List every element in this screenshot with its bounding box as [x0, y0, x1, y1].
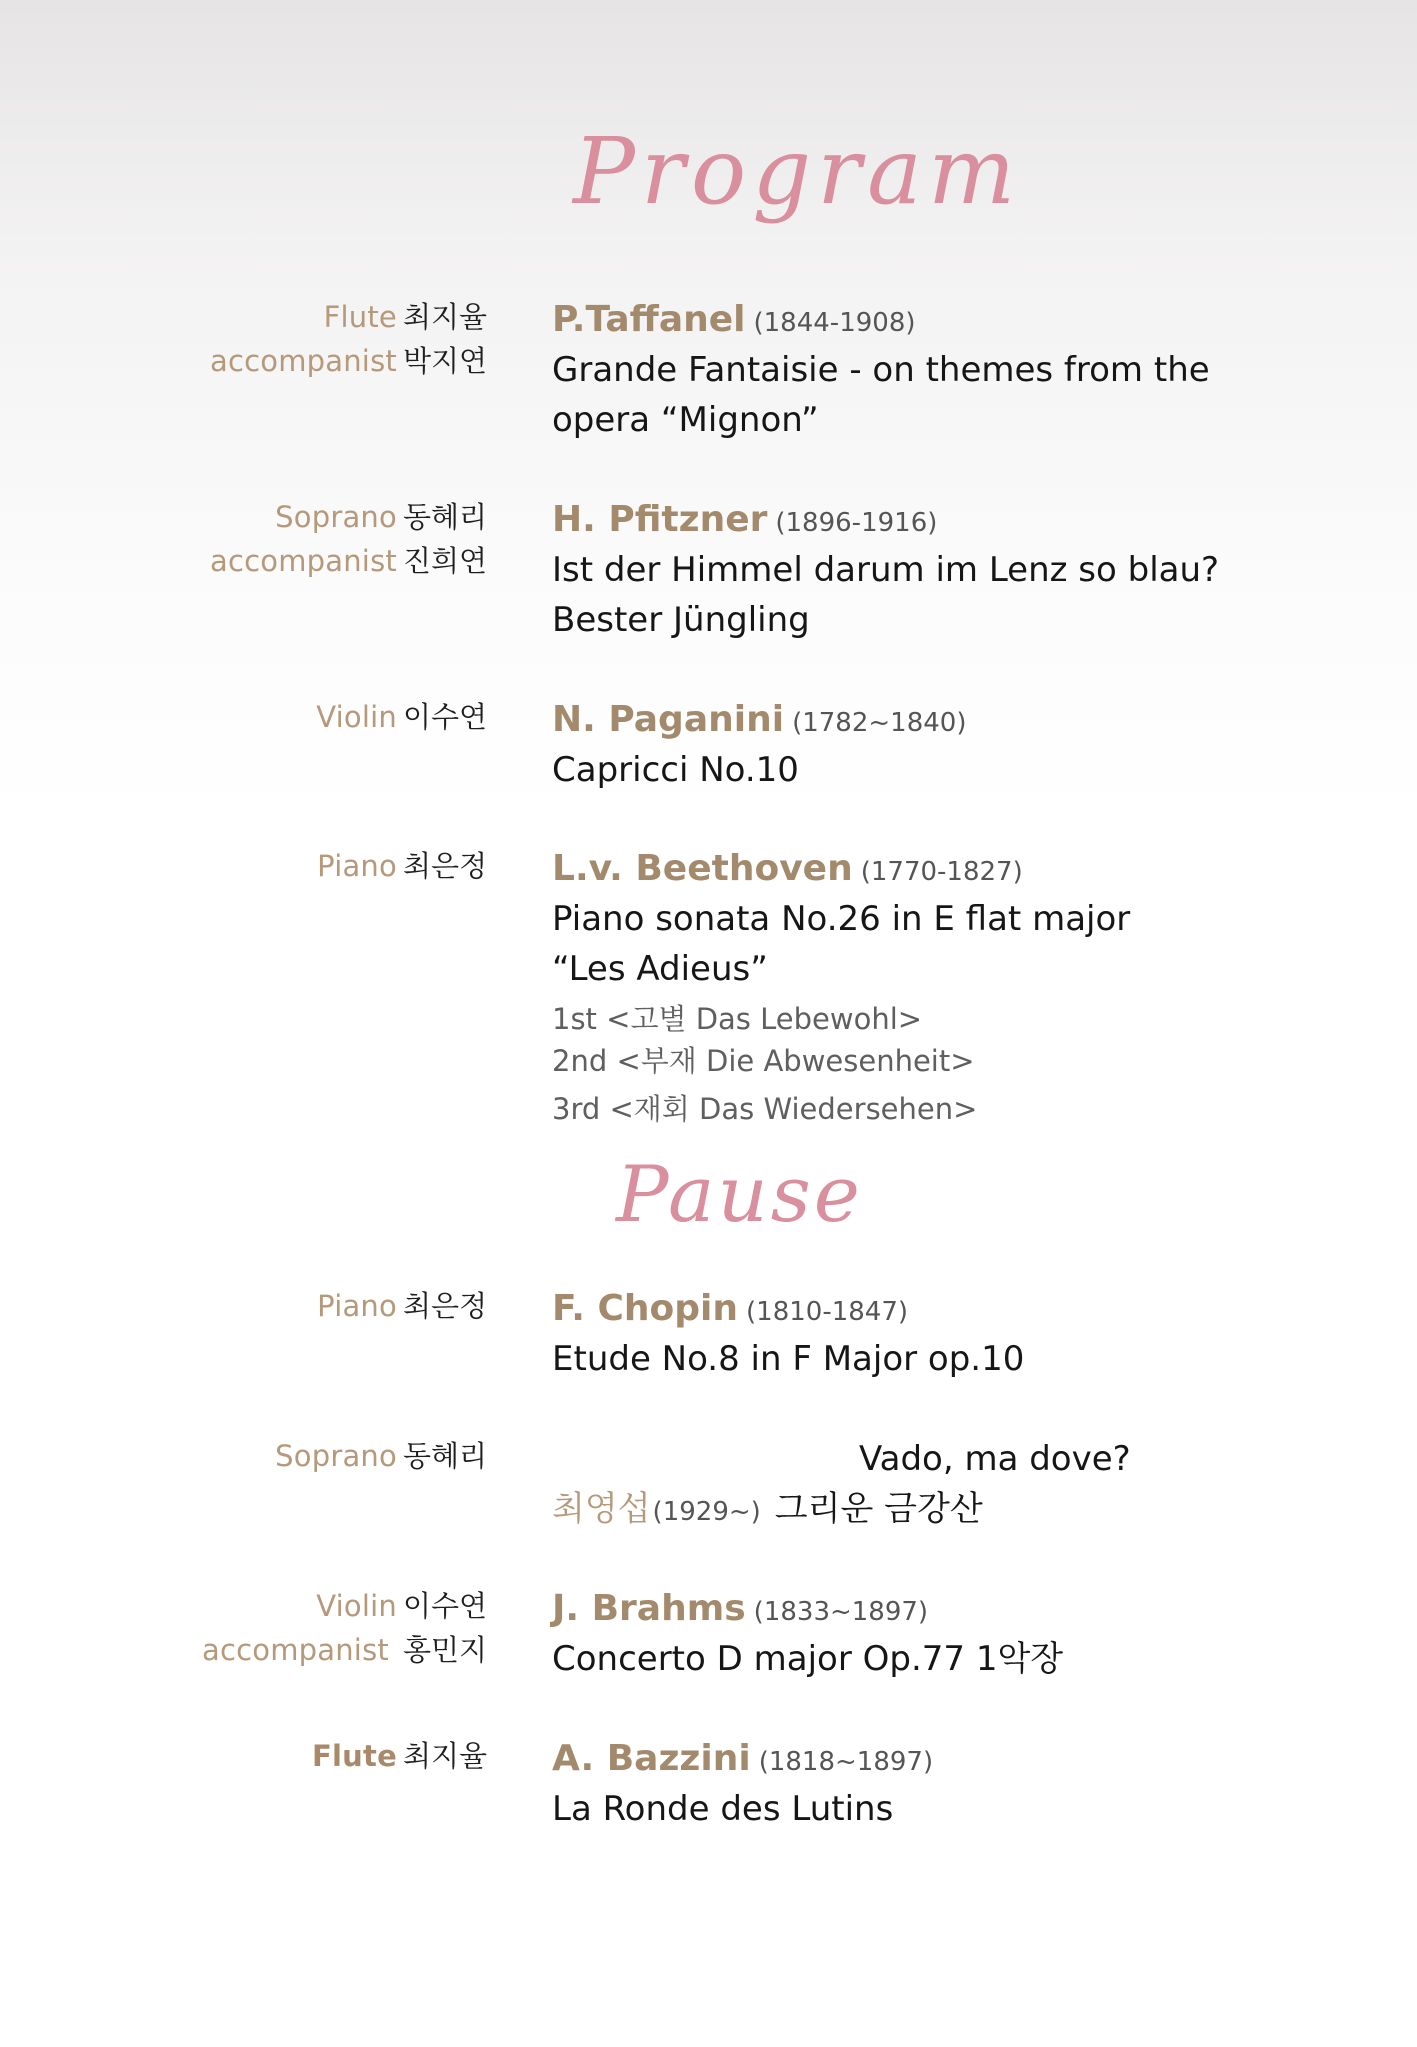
performer-name: 최지율 — [402, 300, 487, 334]
composer-line — [552, 1734, 1392, 1784]
piece-title: Grande Fantaisie - on themes from the — [552, 350, 1210, 390]
performers — [317, 844, 487, 888]
performer-name: 최지율 — [402, 1739, 487, 1773]
composer-name: P.Taffanel — [552, 299, 746, 340]
performers — [210, 495, 487, 583]
piece-title: Bester Jüngling — [552, 600, 810, 640]
composer-name: 최영섭 — [552, 1489, 651, 1529]
performer-name: 최은정 — [402, 1289, 487, 1323]
movement: 3rd <재회 Das Wiedersehen> — [552, 1092, 978, 1126]
performers — [316, 695, 487, 739]
composer-line — [552, 495, 1392, 545]
performer — [210, 339, 487, 383]
composer-years: (1929~) — [652, 1497, 761, 1527]
piece — [552, 844, 1392, 1130]
piece — [552, 1734, 1392, 1834]
composer-line — [552, 1584, 1392, 1634]
composer-years: (1844-1908) — [753, 308, 916, 338]
performer-role: Flute — [323, 300, 397, 334]
piece-title: 그리운 금강산 — [774, 1489, 983, 1529]
performer — [202, 1584, 487, 1628]
piece — [552, 1434, 1392, 1534]
performers — [317, 1284, 487, 1328]
piece-title: “Les Adieus” — [552, 949, 768, 989]
piece-title: La Ronde des Lutins — [552, 1789, 894, 1829]
composer-years: (1770-1827) — [860, 857, 1023, 887]
piece-title: Vado, ma dove? — [859, 1439, 1131, 1479]
performer-role: Soprano — [275, 1439, 397, 1473]
performer-name: 박지연 — [402, 344, 487, 378]
performer-name: 홍민지 — [402, 1633, 487, 1667]
performer-role: accompanist — [202, 1633, 389, 1667]
performer-name: 최은정 — [402, 849, 487, 883]
performer-name: 진희연 — [402, 544, 487, 578]
piece-title: opera “Mignon” — [552, 400, 819, 440]
program-heading: Program — [573, 118, 1022, 225]
performer-name: 동혜리 — [402, 500, 487, 534]
composer-years: (1782~1840) — [792, 708, 967, 738]
korean-piece-line — [552, 1484, 1392, 1534]
performer — [312, 1734, 487, 1778]
performer-role: Piano — [317, 1289, 397, 1323]
composer-name: N. Paganini — [552, 699, 785, 740]
piece-title: Capricci No.10 — [552, 750, 799, 790]
performers — [210, 295, 487, 383]
composer-line — [552, 1284, 1392, 1334]
performers — [275, 1434, 487, 1478]
performer-name: 이수연 — [402, 700, 487, 734]
performer — [317, 844, 487, 888]
performer-role: accompanist — [210, 544, 397, 578]
composer-name: L.v. Beethoven — [552, 848, 853, 889]
performer-name: 동혜리 — [402, 1439, 487, 1473]
piece — [552, 495, 1392, 645]
performer — [210, 495, 487, 539]
performers — [202, 1584, 487, 1672]
performer — [210, 539, 487, 583]
performer-role: Piano — [317, 849, 397, 883]
composer-name: A. Bazzini — [552, 1738, 751, 1779]
performer — [210, 295, 487, 339]
performer — [317, 1284, 487, 1328]
movement: 2nd <부재 Die Abwesenheit> — [552, 1044, 975, 1078]
composer-years: (1810-1847) — [746, 1297, 909, 1327]
composer-years: (1896-1916) — [775, 508, 938, 538]
composer-years: (1818~1897) — [758, 1747, 934, 1777]
composer-years: (1833~1897) — [753, 1597, 929, 1627]
piece-title: Ist der Himmel darum im Lenz so blau? — [552, 550, 1220, 590]
piece-title: Etude No.8 in F Major op.10 — [552, 1339, 1025, 1379]
performer — [202, 1628, 487, 1672]
composer-name: H. Pfitzner — [552, 499, 768, 540]
piece-title: Piano sonata No.26 in E flat major — [552, 899, 1131, 939]
piece — [552, 1584, 1392, 1684]
piece-title: Concerto D major Op.77 1악장 — [552, 1639, 1064, 1679]
movement: 1st <고별 Das Lebewohl> — [552, 1002, 923, 1036]
performer — [275, 1434, 487, 1478]
piece — [552, 1284, 1392, 1384]
composer-name: F. Chopin — [552, 1288, 739, 1329]
composer-line — [552, 844, 1392, 894]
piece — [552, 695, 1392, 795]
performer-role: Flute — [312, 1739, 397, 1773]
performer-role: Violin — [316, 1589, 397, 1623]
performer-role: Soprano — [275, 500, 397, 534]
performer — [316, 695, 487, 739]
composer-line — [552, 695, 1392, 745]
performer-role: Violin — [316, 700, 397, 734]
performer-role: accompanist — [210, 344, 397, 378]
pause-heading: Pause — [616, 1150, 863, 1240]
performers — [312, 1734, 487, 1778]
composer-line — [552, 295, 1392, 345]
piece — [552, 295, 1392, 445]
performer-name: 이수연 — [402, 1589, 487, 1623]
composer-name: J. Brahms — [552, 1588, 746, 1629]
